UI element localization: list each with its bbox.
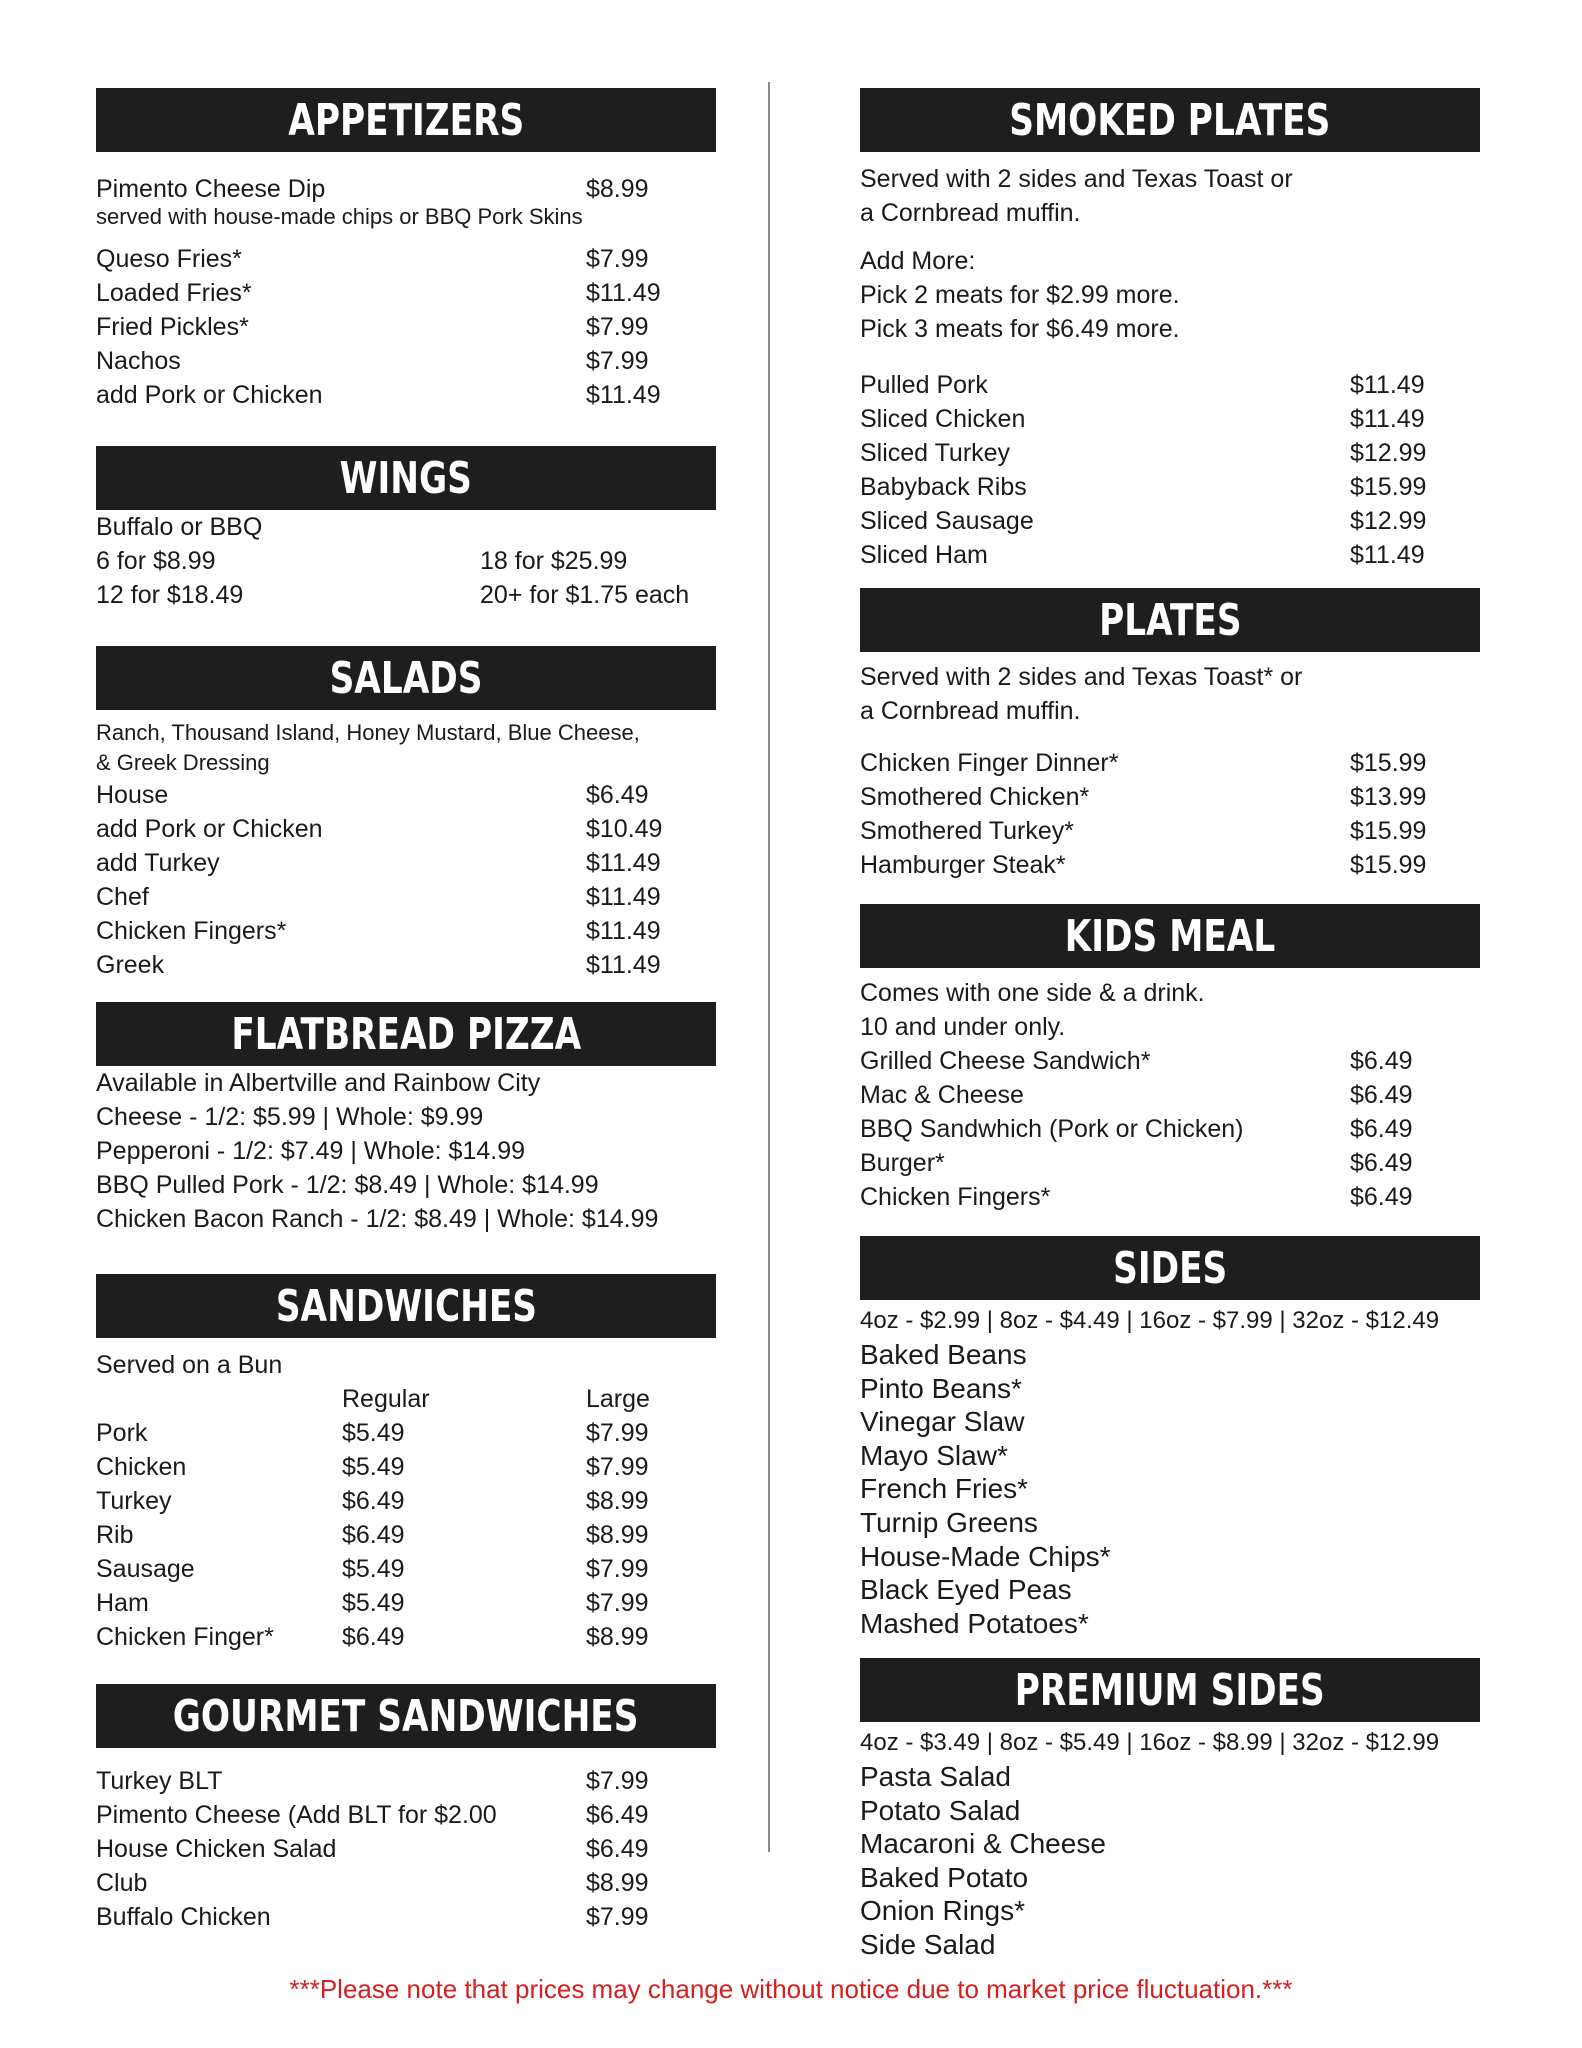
side-item: French Fries* — [860, 1473, 1029, 1505]
menu-item — [96, 1586, 716, 1620]
item-price: $15.99 — [1350, 749, 1427, 777]
item-name: Greek — [96, 951, 165, 979]
menu-item — [96, 914, 716, 948]
menu-item — [96, 1552, 716, 1586]
section-title: SANDWICHES — [275, 1280, 537, 1332]
section-banner — [96, 1002, 716, 1066]
flatbread-line: Chicken Bacon Ranch - 1/2: $8.49 | Whole: $14.99 — [96, 1205, 659, 1233]
price-regular: $5.49 — [342, 1555, 405, 1583]
section-banner — [860, 1658, 1480, 1722]
gourmet-sandwiches-section — [96, 1684, 716, 1934]
menu-item — [96, 276, 716, 310]
section-title: KIDS MEAL — [1064, 910, 1276, 962]
item-price: $7.99 — [586, 347, 649, 375]
menu-item — [96, 310, 716, 344]
item-name: add Pork or Chicken — [96, 815, 323, 843]
item-price: $15.99 — [1350, 851, 1427, 879]
side-item: House-Made Chips* — [860, 1540, 1111, 1572]
price-large: $8.99 — [586, 1487, 649, 1515]
item-name: Pimento Cheese Dip — [96, 175, 326, 203]
price-large: $7.99 — [586, 1589, 649, 1617]
column-divider — [768, 82, 770, 1852]
side-item: Potato Salad — [860, 1794, 1021, 1826]
menu-item — [96, 172, 716, 206]
section-banner — [96, 1274, 716, 1338]
item-price: $15.99 — [1350, 817, 1427, 845]
price-large: $8.99 — [586, 1521, 649, 1549]
menu-item — [96, 1416, 716, 1450]
add-more-line: Pick 3 meats for $6.49 more. — [860, 315, 1180, 343]
item-name: Buffalo Chicken — [96, 1903, 271, 1931]
item-price: $11.49 — [1350, 541, 1425, 569]
menu-item — [860, 814, 1480, 848]
premium-sides-section — [860, 1658, 1480, 1962]
header-regular: Regular — [342, 1385, 430, 1413]
price-regular: $5.49 — [342, 1589, 405, 1617]
appetizers-section — [96, 88, 716, 412]
section-title: PREMIUM SIDES — [1014, 1664, 1326, 1716]
item-price: $11.49 — [1350, 405, 1425, 433]
item-price: $6.49 — [1350, 1081, 1413, 1109]
item-name: Ham — [96, 1589, 149, 1617]
section-banner — [860, 904, 1480, 968]
sandwiches-note: Served on a Bun — [96, 1351, 283, 1379]
item-price: $6.49 — [1350, 1047, 1413, 1075]
section-title: SIDES — [1112, 1242, 1228, 1294]
item-name: Babyback Ribs — [860, 473, 1027, 501]
menu-item — [860, 1180, 1480, 1214]
item-note: served with house-made chips or BBQ Pork Skins — [96, 204, 583, 229]
item-name: add Pork or Chicken — [96, 381, 323, 409]
add-more-line: Pick 2 meats for $2.99 more. — [860, 281, 1180, 309]
wings-row — [96, 578, 716, 612]
flatbread-section — [96, 1002, 716, 1236]
item-name: Hamburger Steak* — [860, 851, 1066, 879]
section-description: Served with 2 sides and Texas Toast* or — [860, 663, 1303, 691]
item-name: Sliced Chicken — [860, 405, 1026, 433]
section-title: GOURMET SANDWICHES — [173, 1690, 639, 1742]
item-price: $12.99 — [1350, 439, 1427, 467]
item-price: $15.99 — [1350, 473, 1427, 501]
price-regular: $6.49 — [342, 1487, 405, 1515]
menu-item — [860, 538, 1480, 572]
section-banner — [96, 646, 716, 710]
item-price: $8.99 — [586, 1869, 649, 1897]
menu-item — [96, 880, 716, 914]
section-title: PLATES — [1098, 594, 1242, 646]
item-price: $6.49 — [1350, 1149, 1413, 1177]
item-price: $7.99 — [586, 1767, 649, 1795]
size-pricing: 4oz - $3.49 | 8oz - $5.49 | 16oz - $8.99 | 32oz - $12.99 — [860, 1729, 1440, 1756]
side-item: Macaroni & Cheese — [860, 1828, 1106, 1860]
side-item: Side Salad — [860, 1928, 996, 1960]
item-price: $6.49 — [586, 1835, 649, 1863]
side-item: Mayo Slaw* — [860, 1439, 1008, 1471]
size-pricing: 4oz - $2.99 | 8oz - $4.49 | 16oz - $7.99 | 32oz - $12.49 — [860, 1307, 1440, 1334]
side-item: Baked Beans — [860, 1339, 1027, 1370]
item-name: Turkey BLT — [96, 1767, 223, 1795]
menu-item — [96, 242, 716, 276]
item-name: Chicken Finger Dinner* — [860, 749, 1119, 777]
sandwich-headers — [96, 1382, 716, 1416]
menu-item — [96, 1798, 716, 1832]
menu-item — [96, 1832, 716, 1866]
menu-item — [860, 1078, 1480, 1112]
item-price: $6.49 — [1350, 1183, 1413, 1211]
section-description: a Cornbread muffin. — [860, 697, 1081, 725]
item-name: Chicken Fingers* — [860, 1183, 1051, 1211]
item-price: $11.49 — [586, 279, 661, 307]
salad-dressings: & Greek Dressing — [96, 750, 270, 775]
item-price: $11.49 — [586, 883, 661, 911]
price-regular: $5.49 — [342, 1453, 405, 1481]
item-name: Club — [96, 1869, 148, 1897]
wings-row — [96, 544, 716, 578]
item-name: Chicken — [96, 1453, 187, 1481]
item-name: Chicken Fingers* — [96, 917, 287, 945]
sides-section — [860, 1236, 1480, 1640]
item-name: Sausage — [96, 1555, 195, 1583]
section-banner — [860, 1236, 1480, 1300]
menu-item — [96, 1866, 716, 1900]
price-large: $7.99 — [586, 1453, 649, 1481]
side-item: Mashed Potatoes* — [860, 1607, 1089, 1639]
side-item: Onion Rings* — [860, 1895, 1025, 1927]
section-banner — [860, 588, 1480, 652]
item-price: $13.99 — [1350, 783, 1427, 811]
salads-section — [96, 646, 716, 982]
item-name: Mac & Cheese — [860, 1081, 1024, 1109]
section-banner — [860, 88, 1480, 152]
item-price: $6.49 — [1350, 1115, 1413, 1143]
price-large: $7.99 — [586, 1419, 649, 1447]
item-price: $12.99 — [1350, 507, 1427, 535]
item-price: $6.49 — [586, 781, 649, 809]
item-name: Sliced Turkey — [860, 439, 1011, 467]
sandwiches-section — [96, 1274, 716, 1654]
item-price: $11.49 — [586, 849, 661, 877]
side-item: Black Eyed Peas — [860, 1574, 1072, 1606]
menu-item — [96, 1900, 716, 1934]
item-name: Burger* — [860, 1149, 945, 1177]
section-description: Comes with one side & a drink. — [860, 979, 1205, 1007]
kids-meal-section — [860, 904, 1480, 1214]
menu-item — [96, 948, 716, 982]
menu-item — [860, 368, 1480, 402]
item-name: Turkey — [96, 1487, 172, 1515]
item-price: $11.49 — [586, 917, 661, 945]
menu-item — [96, 1450, 716, 1484]
item-name: Pulled Pork — [860, 371, 988, 399]
menu-item — [96, 1764, 716, 1798]
flatbread-line: BBQ Pulled Pork - 1/2: $8.49 | Whole: $14.99 — [96, 1171, 599, 1199]
item-price: $7.99 — [586, 245, 649, 273]
price-regular: $5.49 — [342, 1419, 405, 1447]
menu-item — [860, 1146, 1480, 1180]
section-description: a Cornbread muffin. — [860, 199, 1081, 227]
item-name: House — [96, 781, 169, 809]
menu-item — [860, 402, 1480, 436]
item-name: Chef — [96, 883, 149, 911]
section-title: APPETIZERS — [288, 94, 524, 146]
item-price: $6.49 — [586, 1801, 649, 1829]
item-price: $11.49 — [1350, 371, 1425, 399]
price-regular: $6.49 — [342, 1521, 405, 1549]
menu-item — [96, 1484, 716, 1518]
flatbread-line: Available in Albertville and Rainbow City — [96, 1069, 541, 1097]
wings-option: 18 for $25.99 — [480, 547, 628, 575]
item-name: Grilled Cheese Sandwich* — [860, 1047, 1151, 1075]
menu-item — [860, 780, 1480, 814]
item-name: Queso Fries* — [96, 245, 242, 273]
menu-item — [96, 1620, 716, 1654]
section-banner — [96, 88, 716, 152]
menu-item — [860, 1112, 1480, 1146]
item-name: Sliced Sausage — [860, 507, 1034, 535]
menu-item — [96, 1518, 716, 1552]
section-title: SALADS — [329, 652, 483, 704]
item-name: Pork — [96, 1419, 148, 1447]
side-item: Pinto Beans* — [860, 1372, 1022, 1404]
menu-item — [860, 470, 1480, 504]
menu-item — [860, 746, 1480, 780]
section-title: SMOKED PLATES — [1009, 94, 1331, 146]
smoked-plates-section — [860, 88, 1480, 572]
wings-flavor: Buffalo or BBQ — [96, 513, 263, 541]
add-more-line: Add More: — [860, 247, 976, 275]
header-large: Large — [586, 1385, 650, 1413]
item-name: House Chicken Salad — [96, 1835, 337, 1863]
price-disclaimer: ***Please note that prices may change without notice due to market price fluctuation.*** — [289, 1974, 1293, 2004]
section-description: Served with 2 sides and Texas Toast or — [860, 165, 1293, 193]
menu-item — [96, 812, 716, 846]
item-price: $7.99 — [586, 313, 649, 341]
menu-item — [860, 504, 1480, 538]
item-name: BBQ Sandwhich (Pork or Chicken) — [860, 1115, 1244, 1143]
item-price: $8.99 — [586, 175, 649, 203]
item-name: Loaded Fries* — [96, 279, 252, 307]
menu-item — [860, 436, 1480, 470]
section-title: WINGS — [339, 452, 473, 504]
item-name: Smothered Turkey* — [860, 817, 1074, 845]
item-price: $7.99 — [586, 1903, 649, 1931]
section-banner — [96, 1684, 716, 1748]
menu-item — [860, 1044, 1480, 1078]
price-regular: $6.49 — [342, 1623, 405, 1651]
wings-section — [96, 446, 716, 612]
flatbread-line: Pepperoni - 1/2: $7.49 | Whole: $14.99 — [96, 1137, 526, 1165]
side-item: Vinegar Slaw — [860, 1406, 1025, 1438]
item-price: $11.49 — [586, 381, 661, 409]
wings-option: 6 for $8.99 — [96, 547, 216, 575]
menu-item — [96, 344, 716, 378]
side-item: Pasta Salad — [860, 1761, 1011, 1792]
side-item: Baked Potato — [860, 1861, 1029, 1893]
item-name: add Turkey — [96, 849, 220, 877]
section-banner — [96, 446, 716, 510]
item-name: Smothered Chicken* — [860, 783, 1090, 811]
section-title: FLATBREAD PIZZA — [231, 1008, 581, 1060]
item-name: Nachos — [96, 347, 181, 375]
menu-item — [96, 778, 716, 812]
side-item: Turnip Greens — [860, 1506, 1038, 1538]
item-price: $10.49 — [586, 815, 663, 843]
price-large: $7.99 — [586, 1555, 649, 1583]
item-name: Sliced Ham — [860, 541, 988, 569]
menu-item — [860, 848, 1480, 882]
wings-option: 20+ for $1.75 each — [480, 581, 690, 609]
item-price: $11.49 — [586, 951, 661, 979]
flatbread-line: Cheese - 1/2: $5.99 | Whole: $9.99 — [96, 1103, 484, 1131]
item-name: Pimento Cheese (Add BLT for $2.00 — [96, 1801, 497, 1829]
menu-item — [96, 846, 716, 880]
price-large: $8.99 — [586, 1623, 649, 1651]
salad-dressings: Ranch, Thousand Island, Honey Mustard, Blue Cheese, — [96, 720, 640, 745]
menu-item — [96, 378, 716, 412]
plates-section — [860, 588, 1480, 882]
item-name: Rib — [96, 1521, 134, 1549]
item-name: Chicken Finger* — [96, 1623, 274, 1651]
section-description: 10 and under only. — [860, 1013, 1066, 1041]
wings-option: 12 for $18.49 — [96, 581, 244, 609]
item-name: Fried Pickles* — [96, 313, 249, 341]
